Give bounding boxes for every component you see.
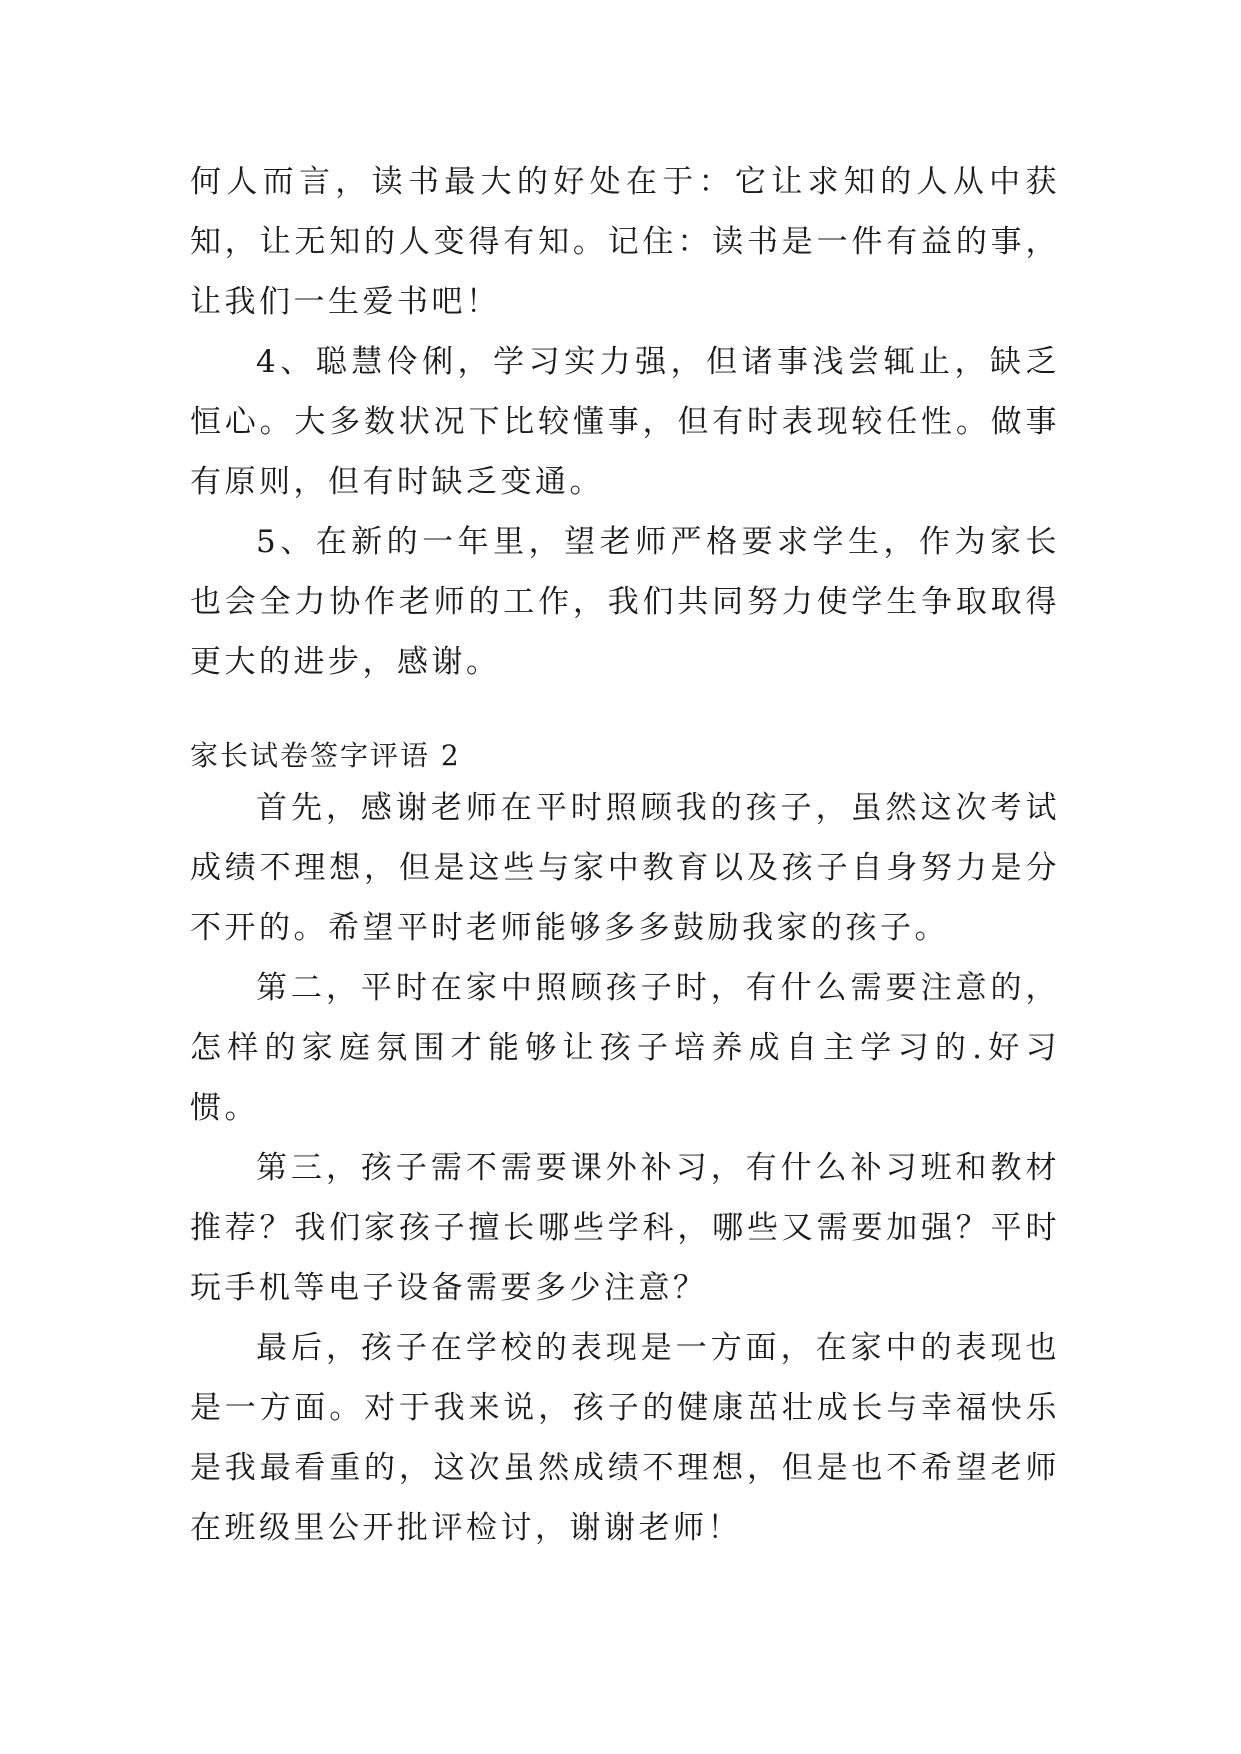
paragraph-item-4: 4、聪慧伶俐，学习实力强，但诸事浅尝辄止，缺乏恒心。大多数状况下比较懂事，但有时表现较任性。做事有原则，但有时缺乏变通。 — [190, 344, 1060, 500]
paragraph-third: 第三，孩子需不需要课外补习，有什么补习班和教材推荐？我们家孩子擅长哪些学科，哪些又需要加强？平时玩手机等电子设备需要多少注意？ — [190, 1150, 1060, 1306]
paragraph-last: 最后，孩子在学校的表现是一方面，在家中的表现也是一方面。对于我来说，孩子的健康茁壮成长与幸福快乐是我最看重的，这次虽然成绩不理想，但是也不希望老师在班级里公开批评检讨，谢谢老师！ — [190, 1330, 1060, 1546]
paragraph-item-5: 5、在新的一年里，望老师严格要求学生，作为家长也会全力协作老师的工作，我们共同努力使学生争取取得更大的进步，感谢。 — [190, 524, 1060, 680]
paragraph-second: 第二，平时在家中照顾孩子时，有什么需要注意的，怎样的家庭氛围才能够让孩子培养成自主学习的.好习惯。 — [190, 970, 1060, 1126]
document-page — [190, 152, 1060, 1558]
section-title: 家长试卷签字评语 2 — [190, 739, 461, 772]
paragraph-continuation: 何人而言，读书最大的好处在于：它让求知的人从中获知，让无知的人变得有知。记住：读书是一件有益的事，让我们一生爱书吧！ — [190, 164, 1060, 320]
paragraph-first: 首先，感谢老师在平时照顾我的孩子，虽然这次考试成绩不理想，但是这些与家中教育以及孩子自身努力是分不开的。希望平时老师能够多多鼓励我家的孩子。 — [190, 790, 1060, 946]
section-spacer — [190, 692, 1060, 734]
